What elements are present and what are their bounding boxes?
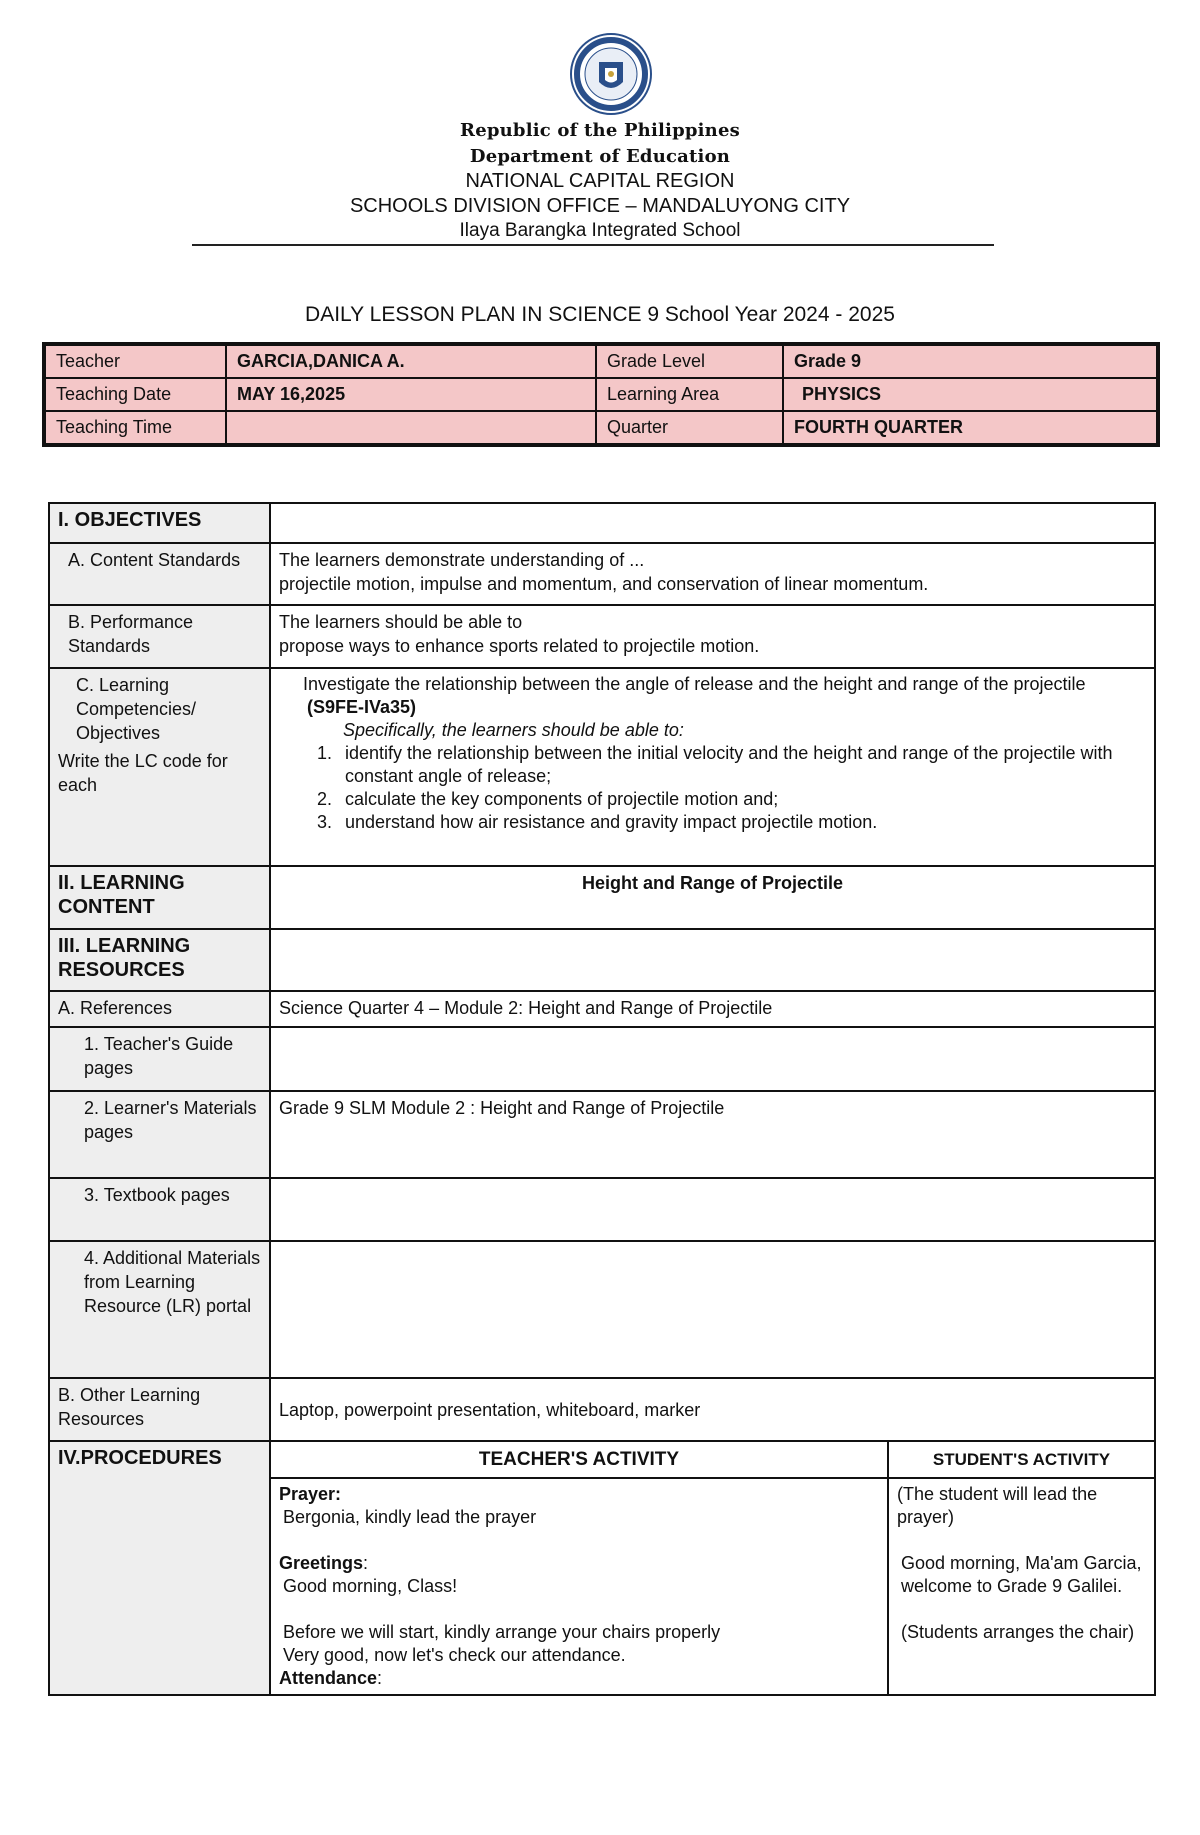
- teacher-label: Teacher: [44, 344, 226, 378]
- competencies-note: Write the LC code for each: [58, 751, 228, 795]
- division-line: SCHOOLS DIVISION OFFICE – MANDALUYONG CITY: [349, 195, 851, 217]
- grade-value: Grade 9: [783, 344, 1158, 378]
- student-arrange: (Students arranges the chair): [901, 1622, 1135, 1642]
- student-activity-heading: STUDENT'S ACTIVITY: [888, 1441, 1155, 1478]
- date-label: Teaching Date: [44, 378, 226, 411]
- attendance-text: Very good, now let's check our attendance.: [283, 1645, 626, 1665]
- list-item: 2. calculate the key components of projectile motion and;: [337, 788, 1146, 811]
- region-line: NATIONAL CAPITAL REGION: [465, 170, 735, 192]
- tg-pages-value: [270, 1027, 1155, 1091]
- learning-resources-heading: III. LEARNING RESOURCES: [49, 929, 270, 991]
- lesson-table: [48, 502, 1156, 1696]
- learning-content-heading: II. LEARNING CONTENT: [49, 866, 270, 929]
- additional-materials-label: 4. Additional Materials from Learning Resource (LR) portal: [49, 1241, 270, 1378]
- area-label: Learning Area: [596, 378, 783, 411]
- student-activity-cell: [888, 1478, 1155, 1695]
- republic-line: Republic of the Philippines: [460, 120, 740, 141]
- performance-line2: propose ways to enhance sports related to projectile motion.: [279, 636, 760, 656]
- textbook-pages-value: [270, 1178, 1155, 1241]
- school-line: Ilaya Barangka Integrated School: [459, 220, 741, 241]
- references-value: Science Quarter 4 – Module 2: Height and Range of Projectile: [270, 991, 1155, 1027]
- info-table: [42, 342, 1160, 447]
- grade-label: Grade Level: [596, 344, 783, 378]
- content-standards-line2: projectile motion, impulse and momentum, and conservation of linear momentum.: [279, 574, 929, 594]
- content-standards-line1: The learners demonstrate understanding of ...: [279, 550, 645, 570]
- date-value: MAY 16,2025: [226, 378, 596, 411]
- competencies-label: C. Learning Competencies/ Objectives: [76, 675, 197, 743]
- area-value: PHYSICS: [783, 378, 1158, 411]
- competency-specifically: Specifically, the learners should be able to:: [343, 720, 684, 740]
- quarter-label: Quarter: [596, 411, 783, 445]
- list-item: 3. understand how air resistance and gravity impact projectile motion.: [337, 811, 1146, 834]
- teacher-activity-heading: TEACHER'S ACTIVITY: [270, 1441, 888, 1478]
- deped-seal-icon: [569, 32, 653, 116]
- references-label: A. References: [49, 991, 270, 1027]
- competency-text: Investigate the relationship between the angle of release and the height and range of the projectile: [303, 674, 1086, 694]
- textbook-pages-label: 3. Textbook pages: [49, 1178, 270, 1241]
- department-line: Department of Education: [469, 146, 731, 167]
- header-divider: [192, 244, 994, 246]
- learning-content-value: Height and Range of Projectile: [270, 866, 1155, 929]
- prayer-label: Prayer:: [279, 1484, 342, 1504]
- content-standards-cell: [270, 543, 1155, 605]
- greetings-label: Greetings: [279, 1553, 364, 1573]
- student-greeting: Good morning, Ma'am Garcia, welcome to Grade 9 Galilei.: [901, 1553, 1142, 1596]
- time-value: [226, 411, 596, 445]
- quarter-value: FOURTH QUARTER: [783, 411, 1158, 445]
- learning-resources-empty: [270, 929, 1155, 991]
- performance-standards-cell: [270, 605, 1155, 668]
- additional-materials-value: [270, 1241, 1155, 1378]
- content-standards-label: A. Content Standards: [49, 543, 270, 605]
- greetings-text: Good morning, Class!: [283, 1576, 458, 1596]
- performance-line1: The learners should be able to: [279, 612, 523, 632]
- prayer-text: Bergonia, kindly lead the prayer: [283, 1507, 537, 1527]
- other-resources-label: B. Other Learning Resources: [49, 1378, 270, 1441]
- teacher-activity-cell: Prayer: Bergonia, kindly lead the prayer Greetings: Good morning, Class! Before we will start, kindly arrange your chairs properly Very good, now let's check our attendance. Attendance:: [270, 1478, 888, 1695]
- student-prayer: (The student will lead the prayer): [897, 1484, 1098, 1527]
- teacher-value: GARCIA,DANICA A.: [226, 344, 596, 378]
- objectives-heading: I. OBJECTIVES: [49, 503, 270, 543]
- time-label: Teaching Time: [44, 411, 226, 445]
- other-resources-value: Laptop, powerpoint presentation, whiteboard, marker: [270, 1378, 1155, 1441]
- lm-pages-label: 2. Learner's Materials pages: [49, 1091, 270, 1178]
- page-title: DAILY LESSON PLAN IN SCIENCE 9 School Year 2024 - 2025: [305, 303, 895, 326]
- attendance-label: Attendance: [279, 1668, 378, 1688]
- competencies-label-cell: [49, 668, 270, 866]
- objectives-empty: [270, 503, 1155, 543]
- tg-pages-label: 1. Teacher's Guide pages: [49, 1027, 270, 1091]
- competency-list: [303, 742, 1146, 834]
- list-item: 1. identify the relationship between the initial velocity and the height and range of the projectile with constant angle of release;: [337, 742, 1146, 788]
- competencies-cell: [270, 668, 1155, 866]
- performance-standards-label: B. Performance Standards: [49, 605, 270, 668]
- lm-pages-value: Grade 9 SLM Module 2 : Height and Range of Projectile: [270, 1091, 1155, 1178]
- procedures-heading: IV.PROCEDURES: [49, 1441, 270, 1695]
- competency-code: (S9FE-IVa35): [307, 697, 417, 717]
- arrange-text: Before we will start, kindly arrange your chairs properly: [283, 1622, 721, 1642]
